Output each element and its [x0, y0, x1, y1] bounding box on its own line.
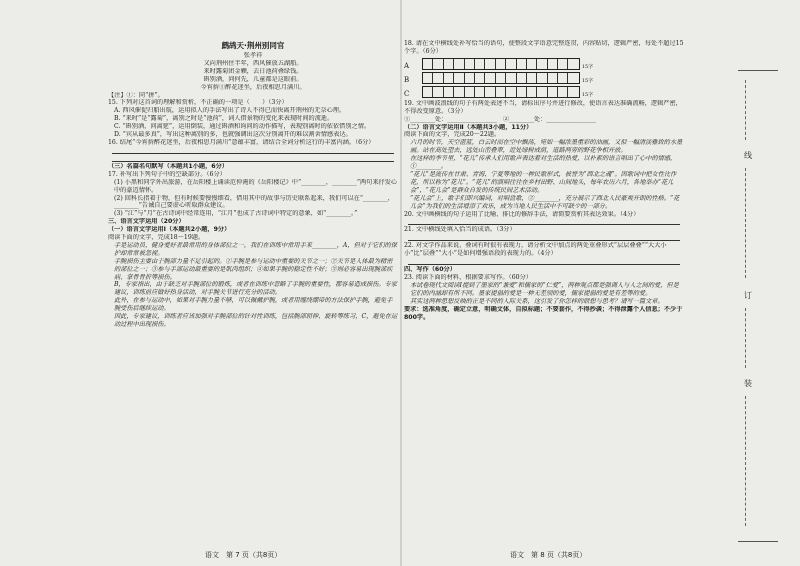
answer-grid-row[interactable] — [404, 85, 684, 98]
answer-cells[interactable] — [422, 86, 580, 98]
answer-line — [112, 155, 394, 162]
grid-count: 15字 — [581, 77, 594, 84]
passage-paragraph: “花儿”是流传在甘肃、青海、宁夏等地的一种民歌形式，被誉为“西北之魂”。因歌词中把女性比作花，所以称为“花儿”。“花儿”的演唱往往在乡村田野、山间地头，每年农历六月，各地举办“花儿会”，“花儿会”是群众自发的传统民间艺术活动。 — [410, 170, 677, 194]
passage-paragraph: 手是运动员、健身爱好者最常用的身体部位之一，我们在训练中常用手来________，A，但对于它们的保护却常常被忽视。 — [114, 241, 397, 257]
page-footer: 语文 第 7 页（共8页） — [205, 551, 282, 559]
question-17: 17. 补写出下列句子中的空缺部分。（6分） — [108, 170, 226, 178]
q17-item: (1) 小黑和同学外出旅游，在岳阳楼上诵读范仲淹的《岳阳楼记》中“________，________”两句来抒发心中的豪迈情怀。 — [114, 178, 398, 194]
section-heading: （二）语言文字运用Ⅱ（本题共3小题，11分） — [404, 123, 533, 131]
grid-label: C — [404, 89, 410, 98]
question-19: 19. 文中画波浪线的句子有两处表述不当，请标出序号并进行修改，使语言表达准确流畅，逻辑严密，不得改变原意。（3分） — [404, 99, 682, 115]
essay-material: 本试卷现代文阅读Ⅰ提到了墨家的“兼爱”和儒家的“仁爱”，两种观点都是强调人与人之间的爱，但是它们的内涵却有所不同。墨家提倡的爱是一种无差别的爱，儒家提倡的爱是有差等的爱。 — [410, 281, 679, 297]
passage-paragraph: “花儿会”上，歌手们即兴编词，对唱盘歌，②________，充分展示了西北人民豪爽开朗的性格。“花儿会”为我们的生活增添了欢乐，成为当地人民生活中不可缺少的一部分。 — [410, 194, 680, 210]
question-20: 20. 文中画横线的句子运用了比喻、排比的修辞手法，请简要赏析其表达效果。（4分） — [404, 210, 640, 218]
answer-line — [408, 218, 680, 225]
answer-line — [408, 258, 680, 265]
answer-line — [408, 234, 680, 241]
q15-option: A. 西风催促归船出航，运用拟人的手法写出了诗人不得已而快离开荆州的无奈心理。 — [114, 107, 346, 115]
poem-line: 斟别酒，问何先，儿童都是这眼前。 — [203, 75, 303, 83]
poem-line: 来时露菊团金颗，去日池荷叠绿钱。 — [203, 67, 303, 75]
question-22: 22. 对文学作品来说，叠词有时很有表现力，请分析文中加点的两处重叠形式“层层叠叠”“大大小小”比“层叠”“大小”是如何增强语段的表现力的。（4分） — [404, 242, 667, 258]
q15-option: B. “来时”是“露菊”，离别之时是“池荷”，词人借景物的变化来表现时间的流逝。 — [114, 115, 334, 123]
q15-option: D. “宾从最多真”，写出这种离别的多，也就强调出这次分别离开的难以割舍情感表达。 — [114, 131, 352, 139]
passage-paragraph: 在这样的季节里，“花儿”传承人们用歌声表达着对生活的热爱，以朴素的语言唱出了心中的情感，①________。 — [410, 155, 677, 171]
q17-item: (3) “江”与“月”在古诗词中经常连用，“江月”也成了古诗词中特定的意象，如“________。” — [114, 210, 358, 218]
passage-paragraph: B，专家指出，由于缺乏对手腕部位的锻炼，或者在训练中忽略了手腕的重要性，都容易造成损伤。专家建议，训练前应做好热身活动，对手腕关节进行充分的活动。 — [114, 281, 397, 297]
question-16: 16. 结尾“今宵拚醉花迷坐，后夜相思月满川”意蕴丰富，请结合全词分析这行的丰富内涵。（6分） — [108, 138, 375, 146]
page-footer: 语文 第 8 页（共8页） — [510, 551, 587, 559]
binding-margin — [738, 70, 778, 542]
question-23: 23. 阅读下面的材料，根据要求写作。（60分） — [404, 274, 532, 282]
passage-paragraph: 手腕损伤主要由于腕部力量不足引起的。①手腕是参与运动中重要的关节之一；②关节是人体最为精密的部位之一；③参与手部运动最重要的是肌肉组织；④如果手腕的稳定性不好；⑤则必容易出现腕部疾病、掌骨骨折等损伤。 — [114, 257, 393, 281]
margin-dash — [745, 168, 747, 278]
section-heading: （三）名篇名句默写（本题共1小题，6分） — [108, 162, 228, 170]
margin-dash — [745, 396, 747, 526]
poem-title: 鹧鸪天·荆州别同官 — [221, 41, 285, 50]
passage-paragraph: 六月的时节，天空湛蓝，白云时而在空中飘荡，宛如一幅浓墨重彩的油画，又似一幅清淡雅致的水墨画。站在高处望去，远处山峦叠翠，近处绿树成荫，道路两旁的野花争相开放。 — [410, 139, 683, 155]
passage-paragraph: 因此，专家建议，训练者应该加强对手腕部位的针对性训练，包括腕部屈伸、旋转等练习，C，避免在运动过程中出现损伤。 — [114, 313, 398, 328]
margin-label: 订 — [744, 291, 752, 300]
grid-count: 15字 — [581, 91, 594, 98]
grid-label: B — [404, 75, 410, 84]
margin-label: 装 — [744, 379, 752, 388]
answer-cells[interactable] — [422, 72, 580, 84]
passage-paragraph: 此外，在参与运动中，如果对手腕力量不够，可以佩戴护腕，或者用缠绕绷带的方法保护手腕，避免手腕受伤后继续运动。 — [114, 297, 393, 313]
reading-instruction: 阅读下面的文字，完成18～19题。 — [108, 234, 205, 242]
part-heading: 四、写作（60分） — [404, 266, 456, 274]
answer-grid-row[interactable] — [404, 71, 684, 84]
section-heading: （一）语言文字运用Ⅰ（本题共2小题，9分） — [108, 226, 231, 234]
q15-option: C. “斟别酒，问离筵”，运用倒装，通过斟酒和询问的动作描写，表现别离时的依依惜别之情。 — [114, 123, 371, 131]
poem-line: 今宵拚①醉花迷坐，后夜相思月满川。 — [200, 83, 306, 91]
answer-grid-row[interactable] — [404, 57, 684, 70]
page-fold — [400, 0, 402, 566]
grid-label: A — [404, 61, 410, 70]
question-21: 21. 文中横线处填入恰当的成语。（3分） — [404, 226, 516, 234]
grid-count: 15字 — [581, 63, 594, 70]
poem-author: 张孝祥 — [243, 52, 263, 59]
q19-answer-blank[interactable]: ①________处：________________ ②________处：________________ — [404, 115, 596, 123]
answer-line — [112, 147, 394, 154]
answer-cells[interactable] — [422, 58, 580, 70]
essay-requirements: 要求：选准角度，确定立意，明确文体，自拟标题；不要套作，不得抄袭；不得泄露个人信息；不少于800字。 — [404, 305, 683, 321]
question-15: 15. 下列对这首词的理解和赏析，不正确的一项是（ ）（3分） — [108, 99, 288, 107]
margin-dash — [745, 80, 747, 140]
q17-item: (2) 回科长指着于物，但有时候要慢慢细看，借用其中的故事与历史联系起来，我们可以在“________，________”告诫自己要虚心听取群众建议。 — [114, 194, 394, 210]
poem-note: 【注】①：同“拼”。 — [108, 91, 164, 99]
essay-material: 其实这两种思想反映的正是不同的人际关系，这引发了你怎样的联想与思考？请写一篇文章。 — [410, 297, 664, 305]
part-heading: 三、语言文字运用（20分） — [108, 218, 185, 226]
question-18: 18. 请在文中横线处补写恰当的语句，使整段文字语意完整连贯，内容贴切，逻辑严密，每处不超过15个字。（6分） — [404, 40, 684, 55]
margin-label: 线 — [744, 151, 752, 160]
margin-dash — [745, 308, 747, 368]
poem-line: 又向荆州住半年，西风催放五湖船。 — [203, 59, 303, 67]
left-page — [108, 40, 398, 540]
reading-instruction: 阅读下面的文字，完成20～22题。 — [404, 131, 501, 139]
right-page — [404, 40, 684, 550]
